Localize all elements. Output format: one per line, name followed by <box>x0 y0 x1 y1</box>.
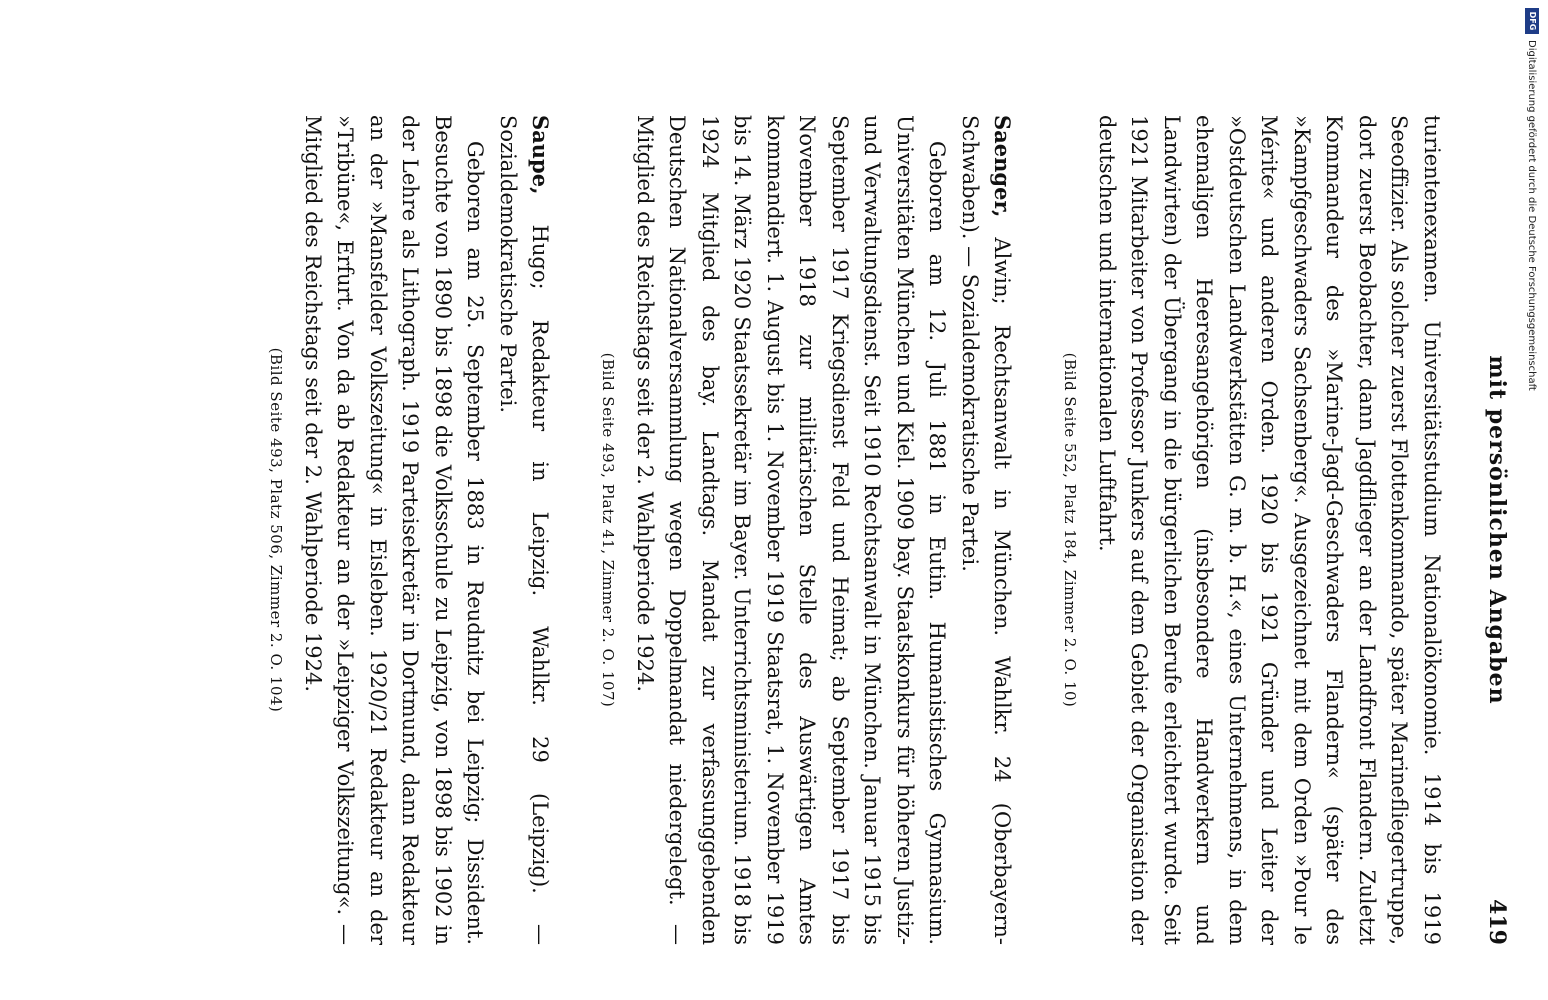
entry-text: turientenexamen. Universitätsstudium Nationalökonomie. 1914 bis 1919 Seeoffizier. Als solcher zuerst Flottenkommando, später Marinefliegertruppe, dort zuerst Beobachter, dann Jagdflieger an der Landfront Flandern. Zuletzt Kommandeur des »Marine-Jagd-Geschwaders Flandern« (später des »Kampfgeschwaders Sachsenberg«. Ausgezeichnet mit dem Orden »Pour le Mérite« und anderen Orden. 1920 bis 1921 Gründer und Leiter der »Ostdeutschen Landwerkstätten G. m. b. H.«, eines Unternehmens, in dem ehemaligen Heeresangehörigen (insbesondere Handwerkern und Landwirten) der Übergang in die bürgerlichen Berufe erleichtert wurde. Seit 1921 Mitarbeiter von Professor Junkers auf dem Gebiet der Organisation der deutschen und internationalen Luftfahrt. <box>1095 115 1444 945</box>
entry-heading-text: Hugo; Redakteur in Leipzig. Wahlkr. 29 (Leipzig). — Sozialdemokratische Partei. <box>496 115 553 945</box>
entry-heading-text: Alwin; Rechtsanwalt in München. Wahlkr. 24 (Oberbayern-Schwaben). — Sozialdemokratische Partei. <box>958 115 1015 945</box>
entry-biography: Geboren am 25. September 1883 in Reudnitz bei Leipzig; Dissident. Besuchte von 1890 bis 1898 die Volksschule zu Leipzig, von 1898 bis 1902 in der Lehre als Lithograph. 1919 Parteisekretär in Dortmund, dann Redakteur an der »Mansfelder Volkszeitung« in Eisleben. 1920/21 Redakteur an der »Tribüne«, Erfurt. Von da ab Redakteur an der »Leipziger Volkszeitung«. — Mitglied des Reichstags seit der 2. Wahlperiode 1924. <box>301 115 488 945</box>
entry-name: Saupe, <box>528 115 554 195</box>
entry-heading <box>954 115 1019 945</box>
entry-biography: Geboren am 12. Juli 1881 in Eutin. Humanistisches Gymnasium. Universitäten München und Kiel. 1909 bay. Staatskonkurs für höheren Justiz- und Verwaltungsdienst. Seit 1910 Rechtsanwalt in München. Januar 1915 bis September 1917 Kriegsdienst Feld und Heimat; ab September 1917 bis November 1918 zur militärischen Stelle des Auswärtigen Amtes kommandiert. 1. August bis 1. November 1919 Staatsrat, 1. November 1919 bis 14. März 1920 Staatssekretär im Bayer. Unterrichtsministerium. 1918 bis 1924 Mitglied des bay. Landtags. Mandat zur verfassunggebenden Deutschen Nationalversammlung wegen Doppelmandat niedergelegt. — Mitglied des Reichstags seit der 2. Wahlperiode 1924. <box>633 115 950 945</box>
entry-saupe <box>265 115 557 945</box>
picture-reference: (Bild Seite 493, Platz 41, Zimmer 2. O. 107) <box>599 352 618 708</box>
digitisation-credit <box>1500 8 1542 408</box>
document-page <box>100 95 1510 965</box>
picture-reference: (Bild Seite 552, Platz 184, Zimmer 2. O. 10) <box>1061 352 1080 708</box>
entry-saenger <box>597 115 1019 945</box>
running-title: mit persönlichen Angaben <box>1484 355 1510 705</box>
dfg-logo-icon: DFG <box>1525 8 1539 34</box>
page-number: 419 <box>1484 899 1510 945</box>
entry-heading <box>492 115 557 945</box>
credit-text: Digitalisierung gefördert durch die Deutsche Forschungsgemeinschaft <box>1526 40 1538 391</box>
picture-reference: (Bild Seite 493, Platz 506, Zimmer 2. O. 104) <box>267 347 286 713</box>
entry-name: Saenger, <box>990 115 1016 218</box>
entry-continuation <box>1059 115 1449 945</box>
